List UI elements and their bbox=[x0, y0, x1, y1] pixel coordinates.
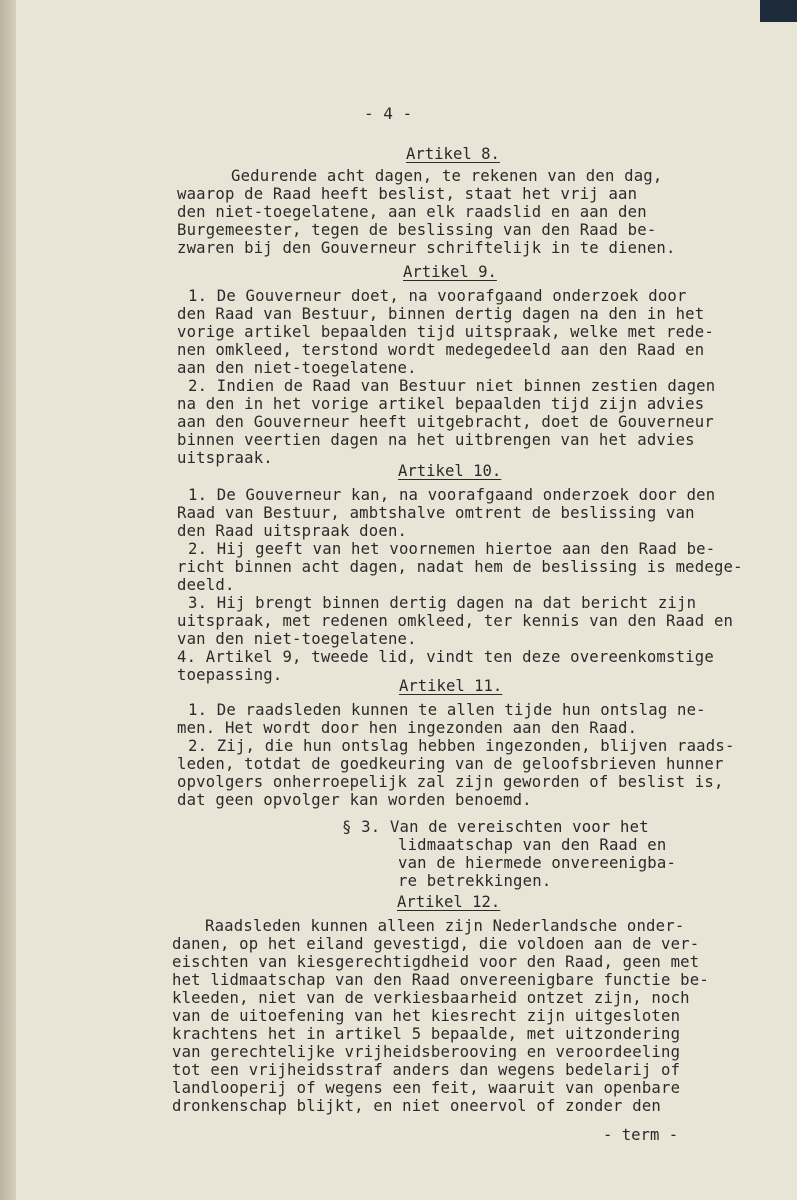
text-line: nen omkleed, terstond wordt medegedeeld aan den Raad en bbox=[177, 341, 705, 359]
text-line: 1. De Gouverneur kan, na voorafgaand onderzoek door den bbox=[188, 486, 716, 504]
text-line: kleeden, niet van de verkiesbaarheid ontzet zijn, noch bbox=[172, 989, 690, 1007]
text-line: toepassing. bbox=[177, 666, 283, 684]
text-line: krachtens het in artikel 5 bepaalde, met uitzondering bbox=[172, 1025, 681, 1043]
paragraph-heading-line: van de hiermede onvereenigba- bbox=[398, 854, 677, 872]
text-line: richt binnen acht dagen, nadat hem de beslissing is medege- bbox=[177, 558, 743, 576]
text-line: uitspraak, met redenen omkleed, ter kennis van den Raad en bbox=[177, 612, 734, 630]
text-line: van gerechtelijke vrijheidsberooving en veroordeeling bbox=[172, 1043, 681, 1061]
text-line: zwaren bij den Gouverneur schriftelijk in te dienen. bbox=[177, 239, 676, 257]
text-line: Burgemeester, tegen de beslissing van den Raad be- bbox=[177, 221, 657, 239]
text-line: danen, op het eiland gevestigd, die voldoen aan de ver- bbox=[172, 935, 700, 953]
text-line: vorige artikel bepaalden tijd uitspraak, welke met rede- bbox=[177, 323, 714, 341]
text-line: het lidmaatschap van den Raad onvereenigbare functie be- bbox=[172, 971, 709, 989]
text-line: landlooperij of wegens een feit, waaruit van openbare bbox=[172, 1079, 681, 1097]
text-line: uitspraak. bbox=[177, 449, 273, 467]
paragraph-heading-line: lidmaatschap van den Raad en bbox=[398, 836, 667, 854]
paragraph-heading-line: § 3. Van de vereischten voor het bbox=[342, 818, 649, 836]
text-line: opvolgers onherroepelijk zal zijn geworden of beslist is, bbox=[177, 773, 724, 791]
text-line: aan den niet-toegelatene. bbox=[177, 359, 417, 377]
text-line: Raad van Bestuur, ambtshalve omtrent de beslissing van bbox=[177, 504, 695, 522]
text-line: tot een vrijheidsstraf anders dan wegens bedelarij of bbox=[172, 1061, 681, 1079]
text-line: waarop de Raad heeft beslist, staat het vrij aan bbox=[177, 185, 638, 203]
text-line: den niet-toegelatene, aan elk raadslid en aan den bbox=[177, 203, 647, 221]
heading-artikel-12: Artikel 12. bbox=[397, 893, 501, 911]
text-line: van de uitoefening van het kiesrecht zijn uitgesloten bbox=[172, 1007, 681, 1025]
text-line: Raadsleden kunnen alleen zijn Nederlandsche onder- bbox=[205, 917, 685, 935]
paragraph-heading-line: re betrekkingen. bbox=[398, 872, 552, 890]
text-line: deeld. bbox=[177, 576, 235, 594]
corner-tab bbox=[760, 0, 797, 22]
text-line: den Raad uitspraak doen. bbox=[177, 522, 408, 540]
page-binding-edge bbox=[0, 0, 16, 1200]
text-line: leden, totdat de goedkeuring van de geloofsbrieven hunner bbox=[177, 755, 724, 773]
footer-catchword: - term - bbox=[603, 1126, 679, 1144]
text-line: den Raad van Bestuur, binnen dertig dagen na den in het bbox=[177, 305, 705, 323]
heading-artikel-10: Artikel 10. bbox=[398, 462, 502, 480]
text-line: 2. Indien de Raad van Bestuur niet binnen zestien dagen bbox=[188, 377, 716, 395]
text-line: men. Het wordt door hen ingezonden aan den Raad. bbox=[177, 719, 638, 737]
text-line: 4. Artikel 9, tweede lid, vindt ten deze overeenkomstige bbox=[177, 648, 714, 666]
text-line: eischten van kiesgerechtigdheid voor den Raad, geen met bbox=[172, 953, 700, 971]
text-line: 2. Zij, die hun ontslag hebben ingezonden, blijven raads- bbox=[188, 737, 735, 755]
text-line: van den niet-toegelatene. bbox=[177, 630, 417, 648]
text-line: dronkenschap blijkt, en niet oneervol of zonder den bbox=[172, 1097, 661, 1115]
text-line: aan den Gouverneur heeft uitgebracht, doet de Gouverneur bbox=[177, 413, 714, 431]
text-line: dat geen opvolger kan worden benoemd. bbox=[177, 791, 532, 809]
text-line: 1. De raadsleden kunnen te allen tijde hun ontslag ne- bbox=[188, 701, 706, 719]
heading-artikel-9: Artikel 9. bbox=[403, 263, 497, 281]
heading-artikel-11: Artikel 11. bbox=[399, 677, 503, 695]
text-line: na den in het vorige artikel bepaalden tijd zijn advies bbox=[177, 395, 705, 413]
heading-artikel-8: Artikel 8. bbox=[406, 145, 500, 163]
text-line: 1. De Gouverneur doet, na voorafgaand onderzoek door bbox=[188, 287, 687, 305]
text-line: 3. Hij brengt binnen dertig dagen na dat bericht zijn bbox=[188, 594, 697, 612]
text-line: binnen veertien dagen na het uitbrengen van het advies bbox=[177, 431, 695, 449]
text-line: Gedurende acht dagen, te rekenen van den dag, bbox=[231, 167, 663, 185]
page-number: - 4 - bbox=[364, 104, 413, 123]
text-line: 2. Hij geeft van het voornemen hiertoe aan den Raad be- bbox=[188, 540, 716, 558]
